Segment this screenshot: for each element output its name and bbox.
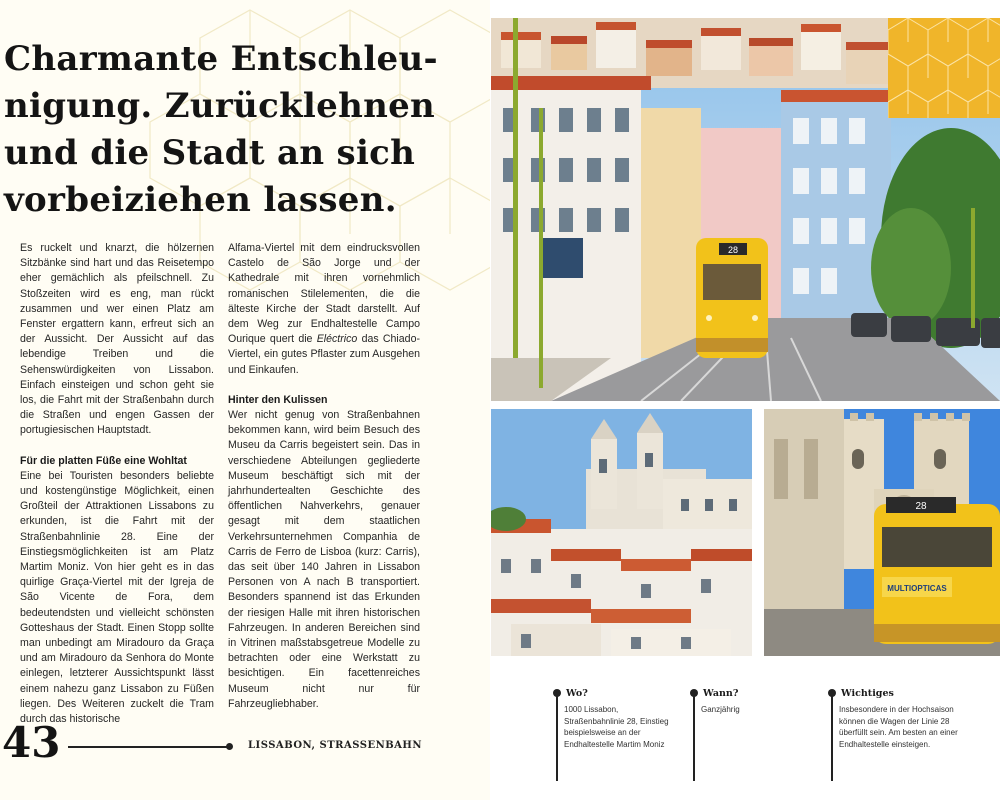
decorative-pattern-tile xyxy=(888,18,1000,118)
alfama-text: Alfama-Viertel mit dem eindrucksvollen Castelo de São Jorge und der Kathedrale mit ihren vornehmlich romanischen Stilelementen, die die älteste Kirche der Stadt darstellt. Auf dem Weg zur Endhaltestelle Campo Ourique quert die xyxy=(228,242,420,346)
info-bullet xyxy=(690,689,698,697)
photo-cathedral-tram xyxy=(764,409,1000,656)
electrico-term: Eléctrico xyxy=(316,333,358,346)
section-heading-feet: Für die platten Füße eine Wohltat xyxy=(20,454,187,467)
info-bullet xyxy=(553,689,561,697)
page-headline xyxy=(4,36,474,224)
footer-rule xyxy=(68,746,228,748)
info-divider-line xyxy=(693,693,695,781)
tram-route-sign-cathedral: 28 xyxy=(915,501,927,512)
body-paragraph-museum: Wer nicht genug von Straßenbahnen bekommen kann, wird beim Besuch des Museu da Carris begeistert sein. Das in verschiedene Abteilungen gegliederte Museum beschäftigt sich mit der jahrhundertealten Geschichte des öffentlichen Nahverkehrs, genauer gesagt mit dem staatlichen Verkehrsunternehmen Companhia de Carris de Ferro de Lisboa (kurz: Carris), das seit über 140 Jahren in Lissabon Personen von A nach B transportiert. Besonders spannend ist das Erkunden der riesigen Halle mit ihren historischen Fahrzeugen. In anderen Bereichen sind in Vitrinen maßstabsgetreue Modelle zu betrachten oder eine Werkstatt zu besichtigen. Ein facettenreiches Museum nicht nur für Fahrzeugliebhaber. xyxy=(228,409,420,710)
footer-dot xyxy=(226,743,233,750)
page-number: 43 xyxy=(2,718,61,767)
left-page xyxy=(0,0,490,800)
photo-church-graca xyxy=(491,409,752,656)
text-column-right xyxy=(228,241,420,712)
info-important xyxy=(827,688,967,750)
info-divider-line xyxy=(556,693,558,781)
tram-advertisement: MULTIOPTICAS xyxy=(887,584,947,593)
headline-text: Charmante Entschleu- nigung. Zurücklehnen und die Stadt an sich vorbeiziehen lassen. xyxy=(4,39,438,220)
text-column-left xyxy=(20,241,214,727)
tram-route-sign-main: 28 xyxy=(727,245,739,255)
info-bullet xyxy=(828,689,836,697)
alfama-text-end: das Chiado-Viertel, ein gutes Pflaster zum Ausgehen und Einkaufen. xyxy=(228,333,420,376)
section-heading-backstage: Hinter den Kulissen xyxy=(228,393,328,406)
info-when-title: Wann? xyxy=(703,688,739,699)
info-when xyxy=(689,688,817,716)
info-where xyxy=(552,688,680,750)
body-paragraph-tram-route: Eine bei Touristen besonders beliebte und kostengünstige Möglichkeit, einen Großteil der Attraktionen Lissabons zu erkunden, ist die Fahrt mit der Straßenbahnlinie 28. Eine der Einstiegsmöglichkeiten ist am Platz Martim Moniz. Von hier geht es in das quirlige Graça-Viertel mit der Igreja de São Vicente de Fora, dem bedeutendsten und vielleicht schönsten Gotteshaus der Stadt. Einen Stopp sollte man unbedingt am Miradouro da Graça und am Miradouro da Senhora do Monte einlegen, letzterer Aussichtspunkt lässt einem nahezu ganz Lissabon zu Füßen liegen. Des Weiteren zuckelt die Tram durch das historische xyxy=(20,469,214,726)
info-when-text: Ganzjährig xyxy=(701,705,740,714)
info-important-text: Insbesondere in der Hochsaison können die Wagen der Linie 28 überfüllt sein. Am besten an einer Endhaltestelle einsteigen. xyxy=(839,705,958,749)
info-important-title: Wichtiges xyxy=(841,688,894,699)
intro-paragraph: Es ruckelt und knarzt, die hölzernen Sitzbänke sind hart und das Reisetempo eher gemächlich als pfeilschnell. Zu Stoßzeiten wird es eng, man rückt zusammen und wer einen Platz am Fenster ergattern kann, erfreut sich an der Aussicht. Der Aussicht auf das lebendige Treiben und die Sehenswürdigkeiten von Lissabon. Einfach einsteigen und schon geht sie los, die Fahrt mit der Straßenbahn durch die Straßen und engen Gassen der portugiesischen Hauptstadt. xyxy=(20,242,214,437)
info-divider-line xyxy=(831,693,833,781)
info-where-text: 1000 Lissabon, Straßenbahnlinie 28, Einstieg beispielsweise an der Endhaltestelle Martim Moniz xyxy=(564,705,669,749)
running-head: LISSABON, STRASSENBAHN xyxy=(248,740,423,751)
info-where-title: Wo? xyxy=(566,688,588,699)
body-paragraph-alfama xyxy=(228,241,420,378)
